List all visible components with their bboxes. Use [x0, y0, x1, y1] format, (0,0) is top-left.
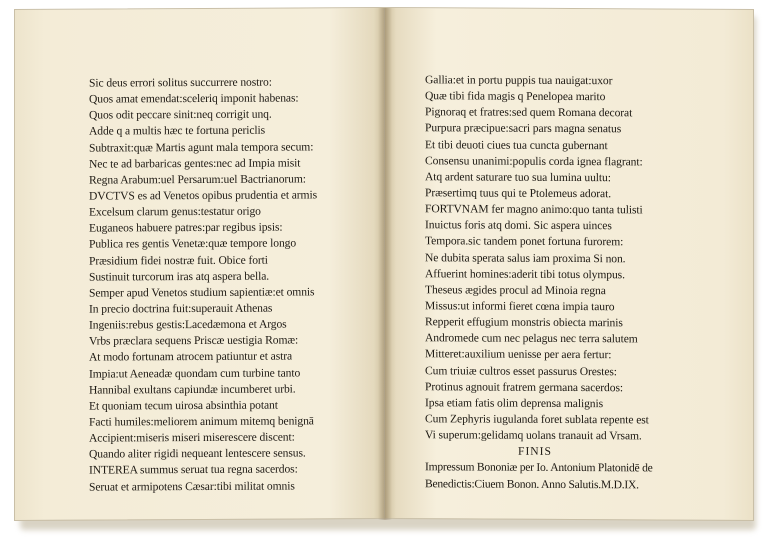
text-line: FORTVNAM fer magno animo:quo tanta tulisti	[425, 202, 643, 217]
text-line: Protinus agnouit fratrem germana sacerdos:	[425, 379, 623, 394]
text-line: Atq ardent saturare tuo sua lumina uultu:	[425, 170, 611, 185]
text-line: Vrbs præclara sequens Priscæ uestigia Romæ:	[89, 333, 299, 348]
left-page	[14, 7, 386, 521]
text-line: Publica res gentis Venetæ:quæ tempore longo	[89, 236, 297, 251]
text-line: Et tibi deuoti ciues tua cuncta gubernant	[425, 137, 608, 152]
text-line: Affuerint homines:aderit tibi totus olympus.	[425, 266, 625, 281]
text-line: Adde q a multis hæc te fortuna periclis	[89, 124, 266, 139]
text-line: Hannibal exultans capiundæ incumberet urbi.	[89, 382, 296, 397]
text-line: Regna Arabum:uel Persarum:uel Bactrianorum:	[89, 172, 306, 187]
text-line: Nec te ad barbaricas gentes:nec ad Impia misit	[89, 156, 301, 171]
text-line: Et quoniam tecum uirosa absinthia potant	[89, 398, 278, 413]
text-line: Seruat et armipotens Cæsar:tibi militat omnis	[89, 479, 295, 494]
text-line: Excelsum clarum genus:testatur origo	[89, 204, 261, 219]
text-line: Facti humiles:meliorem animum mitemq benignā	[89, 414, 314, 429]
text-line: Quos amat emendat:sceleriq imponit habenas:	[89, 91, 299, 106]
text-line: Cum Zephyris iugulanda foret sublata repente est	[425, 412, 649, 427]
text-line: Andromede cum nec pelagus nec terra salutem	[425, 331, 638, 346]
text-line: Ne dubita sperata salus iam proxima Si non.	[425, 250, 626, 265]
text-line: Pignoraq et fratres:sed quem Romana decorat	[425, 105, 633, 120]
text-line: Theseus ægides procul ad Minoia regna	[425, 283, 606, 298]
text-line: At modo fortunam atrocem patiuntur et astra	[89, 349, 293, 364]
text-line: Consensu unanimi:populis corda ignea flagrant:	[425, 153, 643, 169]
text-line: Semper apud Venetos studium sapientiæ:et omnis	[89, 285, 315, 300]
text-line: Tempora.sic tandem ponet fortuna furorem:	[425, 234, 624, 249]
text-line: Præsertimq tuus qui te Ptolemeus adorat.	[425, 186, 611, 201]
text-line: Præsidium fidei nostræ fuit. Obice forti	[89, 253, 268, 268]
text-line: INTEREA summus seruat tua regna sacerdos:	[89, 462, 298, 477]
text-line: Vi superum:gelidamq uolans tranauit ad Vrsam.	[425, 428, 642, 443]
colophon-line: Benedictis:Ciuem Bonon. Anno Salutis.M.D.IX.	[425, 476, 639, 491]
colophon-line: Impressum Bononiæ per Io. Antonium Platonidē de	[425, 460, 653, 475]
text-line: Impia:ut Aeneadæ quondam cum turbine tanto	[89, 366, 301, 381]
text-line: Cum triuiæ cultros esset passurus Orestes:	[425, 363, 617, 378]
text-line: Sustinuit turcorum iras atq aspera bella.	[89, 269, 270, 284]
open-book	[14, 8, 758, 532]
text-line: Purpura præcipue:sacri pars magna senatus	[425, 121, 622, 136]
text-line: Quæ tibi fida magis q Penelopea marito	[425, 89, 606, 104]
right-page	[384, 7, 754, 521]
text-line: Quos odit peccare sinit:neq corrigit unq.	[89, 107, 272, 122]
finis-heading: FINIS	[518, 444, 552, 459]
text-line: Ipsa etiam fatis olim deprensa malignis	[425, 396, 604, 410]
text-line: Inuictus foris atq domi. Sic aspera uinces	[425, 218, 612, 233]
text-line: Mitteret:auxilium uenisse per aera fertur:	[425, 347, 612, 362]
text-line: Sic deus errori solitus succurrere nostro:	[89, 75, 272, 90]
text-line: In precio doctrina fuit:superauit Athenas	[89, 301, 273, 316]
left-page-text	[89, 74, 317, 495]
text-line: Gallia:et in portu puppis tua nauigat:uxor	[425, 73, 613, 88]
text-line: Subtraxit:quæ Martis agunt mala tempora secum:	[89, 139, 314, 155]
text-line: Accipient:miseris miseri miserescere discent:	[89, 430, 295, 445]
text-line: Ingeniis:rebus gestis:Lacedæmona et Argos	[89, 317, 287, 332]
text-line: DVCTVS es ad Venetos opibus prudentia et armis	[89, 188, 317, 203]
right-page-text	[425, 72, 653, 493]
text-line: Euganeos habuere patres:par regibus ipsis:	[89, 220, 283, 235]
book-gutter	[378, 8, 392, 520]
text-line: Quando aliter rigidi nequeant lentescere sensus.	[89, 446, 306, 461]
text-line: Missus:ut informi fieret cœna impia tauro	[425, 299, 615, 314]
text-line: Repperit effugium monstris obiecta marinis	[425, 315, 623, 330]
